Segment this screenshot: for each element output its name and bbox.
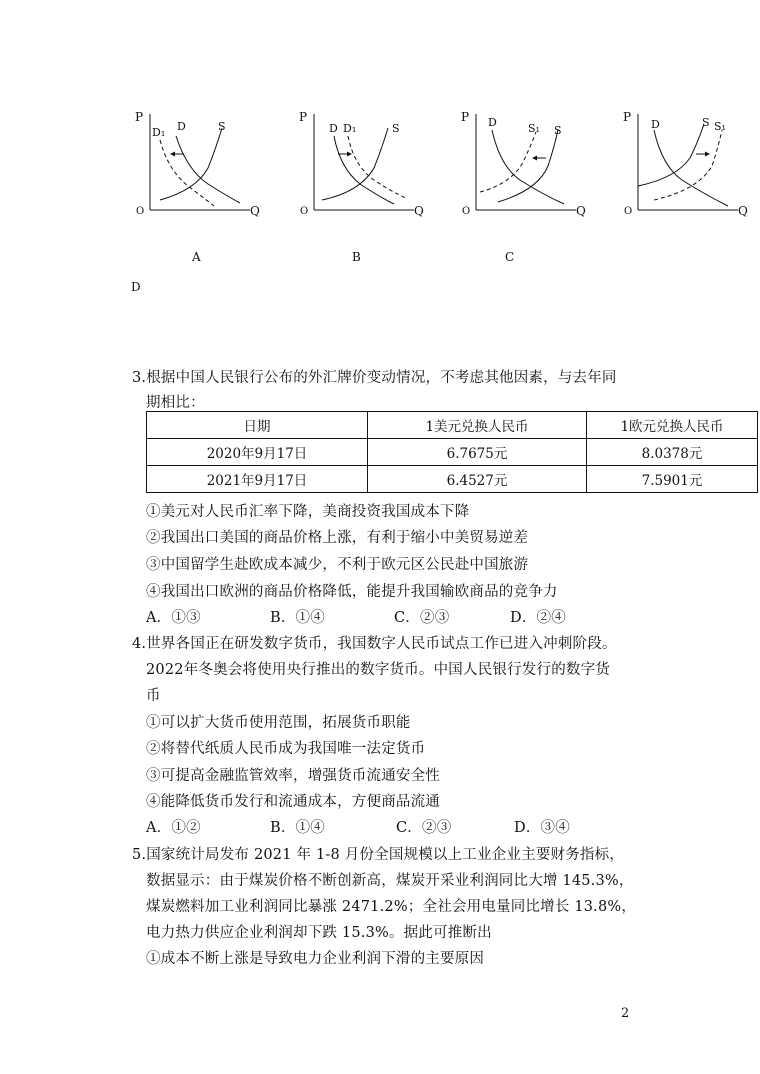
axis-p-label: P xyxy=(135,110,144,124)
q4-statement-3: ③可提高金融监管效率，增强货币流通安全性 xyxy=(146,768,440,784)
graph-c xyxy=(458,108,608,228)
q5-statement-1: ①成本不断上涨是导致电力企业利润下滑的主要原因 xyxy=(146,951,485,967)
q4-choice-c[interactable]: C．②③ xyxy=(396,820,452,836)
q3-statement-3: ③中国留学生赴欧成本减少，不利于欧元区公民赴中国旅游 xyxy=(146,557,529,573)
table-row xyxy=(147,439,758,466)
curve-label: D xyxy=(651,118,660,131)
table-row xyxy=(147,466,758,493)
curve-label: D xyxy=(177,120,186,133)
table-cell: 6.4527元 xyxy=(368,466,587,493)
q3-choice-a[interactable]: A．①③ xyxy=(146,610,201,626)
supply-curve-s xyxy=(322,128,388,200)
q4-statement-1: ①可以扩大货币使用范围，拓展货币职能 xyxy=(146,715,411,731)
table-header: 1欧元兑换人民币 xyxy=(587,412,758,439)
curve-label: S₁ xyxy=(528,122,540,135)
q5-stem-line3: 煤炭燃料加工业利润同比暴涨 2471.2%；全社会用电量同比增长 13.8%， xyxy=(146,899,637,915)
supply-curve-s1 xyxy=(654,130,722,200)
curve-label: D₁ xyxy=(343,122,357,135)
q3-choice-c[interactable]: C．②③ xyxy=(394,610,450,626)
axis-q-label: Q xyxy=(738,204,748,218)
q4-choice-d[interactable]: D．③④ xyxy=(514,820,570,836)
axis-q-label: Q xyxy=(576,204,586,218)
q4-statement-4: ④能降低货币发行和流通成本，方便商品流通 xyxy=(146,794,440,810)
table-cell: 8.0378元 xyxy=(587,439,758,466)
q4-choice-a[interactable]: A．①② xyxy=(146,820,201,836)
q5-stem-line1: 5.国家统计局发布 2021 年 1-8 月份全国规模以上工业企业主要财务指标， xyxy=(132,847,625,863)
graph-option-c: C xyxy=(505,250,515,264)
table-cell: 6.7675元 xyxy=(368,439,587,466)
demand-curve-d1 xyxy=(160,140,214,206)
page-number: 2 xyxy=(621,1006,630,1021)
graph-d xyxy=(620,108,760,228)
table-header-row xyxy=(147,412,758,439)
curve-label: D xyxy=(488,116,497,129)
q3-statement-4: ④我国出口欧洲的商品价格降低，能提升我国输欧商品的竞争力 xyxy=(146,584,558,600)
axis-q-label: Q xyxy=(414,204,424,218)
curve-label: S₁ xyxy=(714,120,726,133)
table-cell: 2020年9月17日 xyxy=(147,439,368,466)
origin-label: O xyxy=(624,206,633,217)
demand-curve-d xyxy=(654,130,728,206)
q4-stem-line2: 2022年冬奥会将使用央行推出的数字货币。中国人民银行发行的数字货 xyxy=(146,662,610,678)
demand-curve-d xyxy=(176,136,240,203)
q4-choice-b[interactable]: B．①④ xyxy=(270,820,325,836)
curve-label: D₁ xyxy=(152,126,166,139)
q4-statement-2: ②将替代纸质人民币成为我国唯一法定货币 xyxy=(146,741,426,757)
q3-statement-2: ②我国出口美国的商品价格上涨，有利于缩小中美贸易逆差 xyxy=(146,530,529,546)
q3-stem-line2: 期相比： xyxy=(146,395,205,411)
curve-label: S xyxy=(554,124,562,137)
table-cell: 7.5901元 xyxy=(587,466,758,493)
curve-label: S xyxy=(702,116,710,129)
origin-label: O xyxy=(462,206,471,217)
origin-label: O xyxy=(300,206,309,217)
graph-option-a: A xyxy=(192,250,201,264)
q3-statement-1: ①美元对人民币汇率下降，美商投资我国成本下降 xyxy=(146,504,470,520)
axis-p-label: P xyxy=(461,110,470,124)
demand-curve-d1 xyxy=(348,136,406,198)
axis-p-label: P xyxy=(299,110,308,124)
q4-stem-line1: 4.世界各国正在研发数字货币，我国数字人民币试点工作已进入冲刺阶段。 xyxy=(132,636,617,652)
graph-option-d: D xyxy=(131,280,141,294)
q3-stem-line1: 3.根据中国人民银行公布的外汇牌价变动情况，不考虑其他因素，与去年同 xyxy=(132,370,617,386)
q5-stem-line4: 电力热力供应企业利润却下跌 15.3%。据此可推断出 xyxy=(146,925,492,941)
curve-label: S xyxy=(392,122,400,135)
table-cell: 2021年9月17日 xyxy=(147,466,368,493)
graph-b xyxy=(296,108,446,228)
curve-label: S xyxy=(218,120,226,133)
exchange-rate-table xyxy=(146,411,758,493)
graph-option-b: B xyxy=(352,250,361,264)
graph-a xyxy=(132,108,282,228)
supply-curve-s xyxy=(638,124,704,186)
q5-stem-line2: 数据显示：由于煤炭价格不断创新高，煤炭开采业利润同比大增 145.3%， xyxy=(146,873,634,889)
table-header: 日期 xyxy=(147,412,368,439)
curve-label: D xyxy=(329,122,338,135)
q4-stem-line3: 币 xyxy=(146,688,161,704)
origin-label: O xyxy=(136,206,145,217)
supply-curve-s1 xyxy=(480,132,536,192)
supply-curve-s xyxy=(160,128,222,200)
q3-choice-b[interactable]: B．①④ xyxy=(270,610,325,626)
q3-choice-d[interactable]: D．②④ xyxy=(510,610,566,626)
demand-curve-d xyxy=(492,130,564,204)
table-header: 1美元兑换人民币 xyxy=(368,412,587,439)
axis-q-label: Q xyxy=(250,204,260,218)
axis-p-label: P xyxy=(623,110,632,124)
